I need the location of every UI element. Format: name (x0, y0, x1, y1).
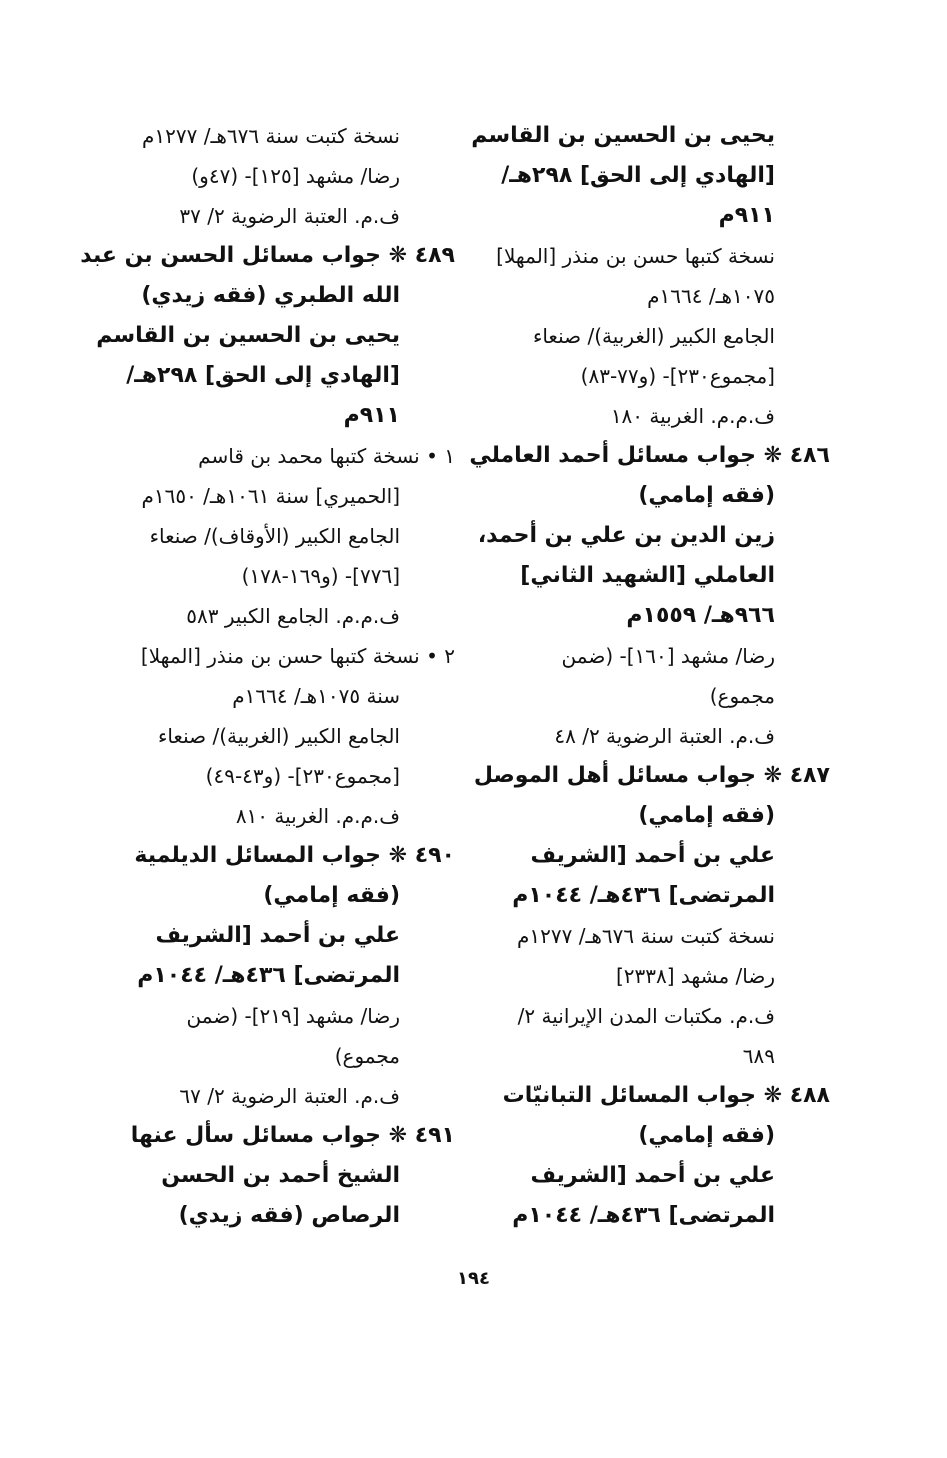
entry-heading-line: يحيى بن الحسين بن القاسم (471, 123, 775, 148)
entry-heading-line: ٤٨٨ ❋ جواب المسائل التبانيّات (502, 1083, 830, 1108)
text-line: نسخة كتبت سنة ٦٧٦هـ/ ١٢٧٧م (142, 124, 400, 148)
text-line: ٢ • نسخة كتبها حسن بن منذر [المهلا] (140, 644, 455, 668)
text-line: ٦٨٩ (742, 1044, 775, 1068)
entry-heading-line: (فقه إمامي) (263, 883, 400, 908)
entry-heading-line: (فقه إمامي) (638, 1123, 775, 1148)
entry-heading-line: (فقه إمامي) (638, 483, 775, 508)
entry-heading-line: المرتضى] ٤٣٦هـ/ ١٠٤٤م (137, 963, 400, 988)
entry-heading-line: الشيخ أحمد بن الحسن (161, 1163, 400, 1188)
text-line: ف.م. العتبة الرضوية ٢/ ٤٨ (554, 724, 775, 748)
text-line: سنة ١٠٧٥هـ/ ١٦٦٤م (232, 684, 400, 708)
entry-heading-line: يحيى بن الحسين بن القاسم (96, 323, 400, 348)
text-line: [مجموع٢٣٠]- (و٧٧-٨٣) (580, 364, 775, 388)
text-line: مجموع) (709, 684, 775, 708)
text-line: ١ • نسخة كتبها محمد بن قاسم (198, 444, 455, 468)
entry-heading-line: ٩٦٦هـ/ ١٥٥٩م (626, 603, 775, 628)
text-line: ف.م.م. الغربية ٨١٠ (235, 804, 400, 828)
text-line: ف.م.م. الغربية ١٨٠ (610, 404, 775, 428)
text-line: رضا/ مشهد [٢٣٣٨] (615, 964, 775, 988)
text-line: مجموع) (334, 1044, 400, 1068)
entry-heading-line: الله الطبري (فقه زيدي) (141, 283, 400, 308)
entry-heading-line: المرتضى] ٤٣٦هـ/ ١٠٤٤م (512, 883, 775, 908)
entry-heading-line: ٤٩٠ ❋ جواب المسائل الديلمية (134, 843, 455, 868)
text-line: الجامع الكبير (الأوقاف)/ صنعاء (149, 524, 400, 548)
text-line: نسخة كتبت سنة ٦٧٦هـ/ ١٢٧٧م (517, 924, 775, 948)
entry-heading-line: زين الدين بن علي بن أحمد، (477, 523, 775, 548)
text-line: الجامع الكبير (الغربية)/ صنعاء (532, 324, 775, 348)
entry-heading-line: [الهادي إلى الحق] ٢٩٨هـ/ (126, 363, 400, 388)
entry-heading-line: ٤٨٩ ❋ جواب مسائل الحسن بن عبد (80, 243, 455, 268)
entry-heading-line: المرتضى] ٤٣٦هـ/ ١٠٤٤م (512, 1203, 775, 1228)
text-line: ف.م. العتبة الرضوية ٢/ ٦٧ (179, 1084, 400, 1108)
text-line: ف.م. العتبة الرضوية ٢/ ٣٧ (179, 204, 400, 228)
text-line: رضا/ مشهد [١٦٠]- (ضمن (561, 644, 775, 668)
text-line: ف.م.م. الجامع الكبير ٥٨٣ (186, 604, 400, 628)
left-column (80, 116, 455, 1236)
entry-heading-line: ٩١١م (718, 203, 775, 228)
entry-heading-line: [الهادي إلى الحق] ٢٩٨هـ/ (501, 163, 775, 188)
text-line: نسخة كتبها حسن بن منذر [المهلا] (496, 244, 775, 268)
text-line: [الحميري] سنة ١٠٦١هـ/ ١٦٥٠م (141, 484, 400, 508)
text-line: [مجموع٢٣٠]- (و٤٣-٤٩) (205, 764, 400, 788)
entry-heading-line: الرصاص (فقه زيدي) (178, 1203, 400, 1228)
right-column (469, 116, 830, 1236)
entry-heading-line: (فقه إمامي) (638, 803, 775, 828)
entry-heading-line: علي بن أحمد [الشريف (155, 923, 400, 948)
text-line: رضا/ مشهد [١٢٥]- (٤٧و) (191, 164, 400, 188)
entry-heading-line: ٩١١م (343, 403, 400, 428)
entry-heading-line: ٤٨٦ ❋ جواب مسائل أحمد العاملي (469, 443, 830, 468)
text-line: رضا/ مشهد [٢١٩]- (ضمن (186, 1004, 400, 1028)
text-line: ف.م. مكتبات المدن الإيرانية ٢/ (517, 1004, 775, 1028)
entry-heading-line: ٤٩١ ❋ جواب مسائل سأل عنها (130, 1123, 455, 1148)
entry-heading-line: علي بن أحمد [الشريف (530, 1163, 775, 1188)
text-line: ١٠٧٥هـ/ ١٦٦٤م (647, 284, 775, 308)
text-line: الجامع الكبير (الغربية)/ صنعاء (157, 724, 400, 748)
entry-heading-line: العاملي [الشهيد الثاني] (520, 563, 775, 588)
entry-heading-line: علي بن أحمد [الشريف (530, 843, 775, 868)
page-number: ١٩٤ (457, 1268, 490, 1289)
text-line: [٧٧٦]- (و١٦٩-١٧٨) (241, 564, 400, 588)
entry-heading-line: ٤٨٧ ❋ جواب مسائل أهل الموصل (473, 763, 830, 788)
